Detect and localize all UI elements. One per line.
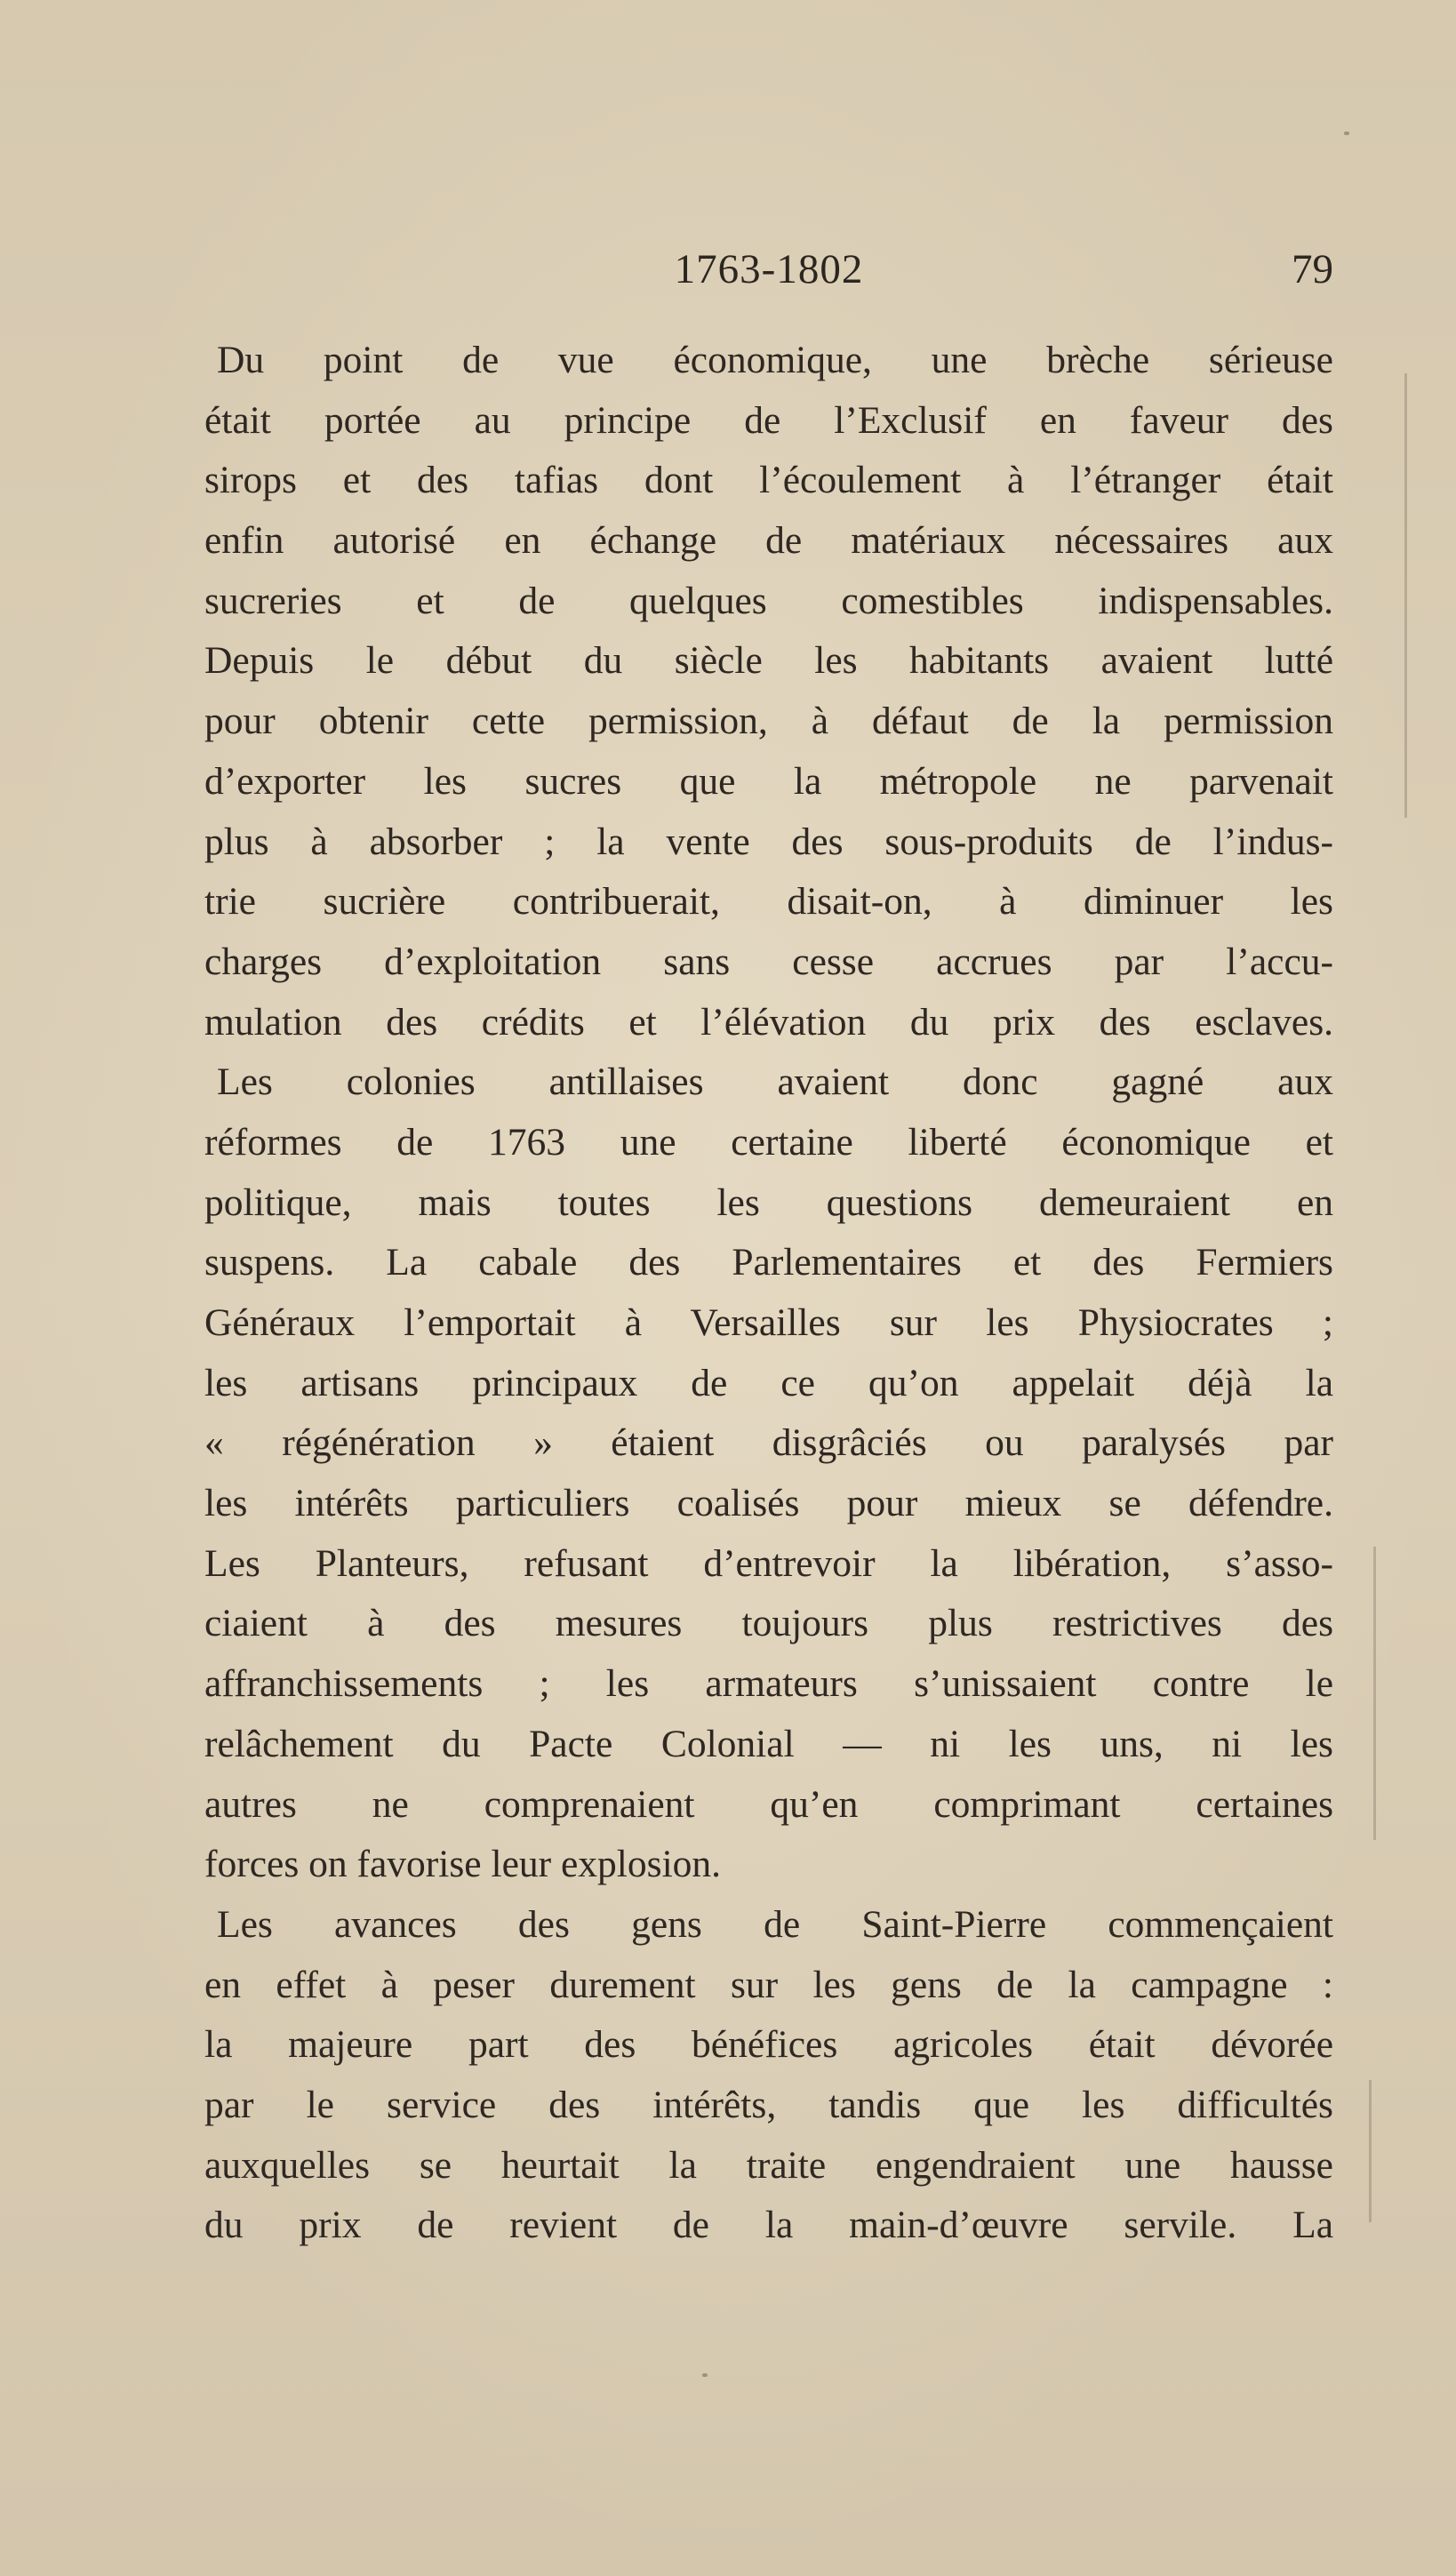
- text-line: affranchissements ; les armateurs s’unissaient contre le: [204, 1662, 1333, 1706]
- body-text: [204, 331, 1333, 2256]
- paragraph-1: [204, 331, 1333, 1052]
- margin-mark: [1404, 373, 1407, 818]
- text-line: Généraux l’emportait à Versailles sur les Physiocrates ;: [204, 1301, 1333, 1344]
- text-line: du prix de revient de la main-d’œuvre servile. La: [204, 2204, 1333, 2247]
- page-number: 79: [1292, 246, 1333, 292]
- text-line: politique, mais toutes les questions demeuraient en: [204, 1180, 1333, 1224]
- margin-mark: [1369, 2080, 1372, 2222]
- text-line: était portée au principe de l’Exclusif en faveur des: [204, 398, 1333, 442]
- text-line: pour obtenir cette permission, à défaut de la permission: [204, 700, 1333, 743]
- paragraph-3: [204, 1895, 1333, 2256]
- text-line: en effet à peser durement sur les gens de la campagne :: [204, 1963, 1333, 2006]
- text-line: auxquelles se heurtait la traite engendraient une hausse: [204, 2143, 1333, 2187]
- text-line: sucreries et de quelques comestibles indispensables.: [204, 579, 1333, 622]
- text-line: « régénération » étaient disgrâciés ou paralysés par: [204, 1421, 1333, 1465]
- text-line: enfin autorisé en échange de matériaux nécessaires aux: [204, 519, 1333, 563]
- text-line: Les avances des gens de Saint-Pierre commençaient: [217, 1902, 1333, 1946]
- text-line: suspens. La cabale des Parlementaires et des Fermiers: [204, 1241, 1333, 1284]
- text-line: les artisans principaux de ce qu’on appelait déjà la: [204, 1361, 1333, 1404]
- text-line: par le service des intérêts, tandis que les difficultés: [204, 2083, 1333, 2126]
- text-line: relâchement du Pacte Colonial — ni les uns, ni les: [204, 1722, 1333, 1765]
- text-line: ciaient à des mesures toujours plus restrictives des: [204, 1602, 1333, 1645]
- text-line: les intérêts particuliers coalisés pour mieux se défendre.: [204, 1482, 1333, 1525]
- text-line: mulation des crédits et l’élévation du prix des esclaves.: [204, 1000, 1333, 1044]
- text-line: réformes de 1763 une certaine liberté économique et: [204, 1120, 1333, 1164]
- text-line: la majeure part des bénéfices agricoles était dévorée: [204, 2023, 1333, 2067]
- text-line: d’exporter les sucres que la métropole ne parvenait: [204, 759, 1333, 803]
- margin-mark: [1373, 1547, 1376, 1840]
- text-line: Du point de vue économique, une brèche sérieuse: [217, 339, 1333, 381]
- text-line: autres ne comprenaient qu’en comprimant certaines: [204, 1782, 1333, 1826]
- paragraph-2: [204, 1052, 1333, 1895]
- running-head-title: 1763-1802: [674, 246, 864, 292]
- text-line: Les colonies antillaises avaient donc gagné aux: [217, 1060, 1333, 1104]
- text-line: trie sucrière contribuerait, disait-on, à diminuer les: [204, 880, 1333, 924]
- text-line: Les Planteurs, refusant d’entrevoir la libération, s’asso-: [204, 1541, 1333, 1585]
- paper-speck: [1344, 132, 1349, 135]
- text-line: Depuis le début du siècle les habitants avaient lutté: [204, 639, 1333, 683]
- paper-speck: [702, 2373, 708, 2377]
- text-line: plus à absorber ; la vente des sous-produits de l’indus-: [204, 820, 1333, 863]
- text-line: charges d’exploitation sans cesse accrues par l’accu-: [204, 940, 1333, 983]
- text-line: forces on favorise leur explosion.: [204, 1843, 722, 1886]
- text-line: sirops et des tafias dont l’écoulement à l’étranger était: [204, 459, 1333, 502]
- running-head: [204, 238, 1333, 300]
